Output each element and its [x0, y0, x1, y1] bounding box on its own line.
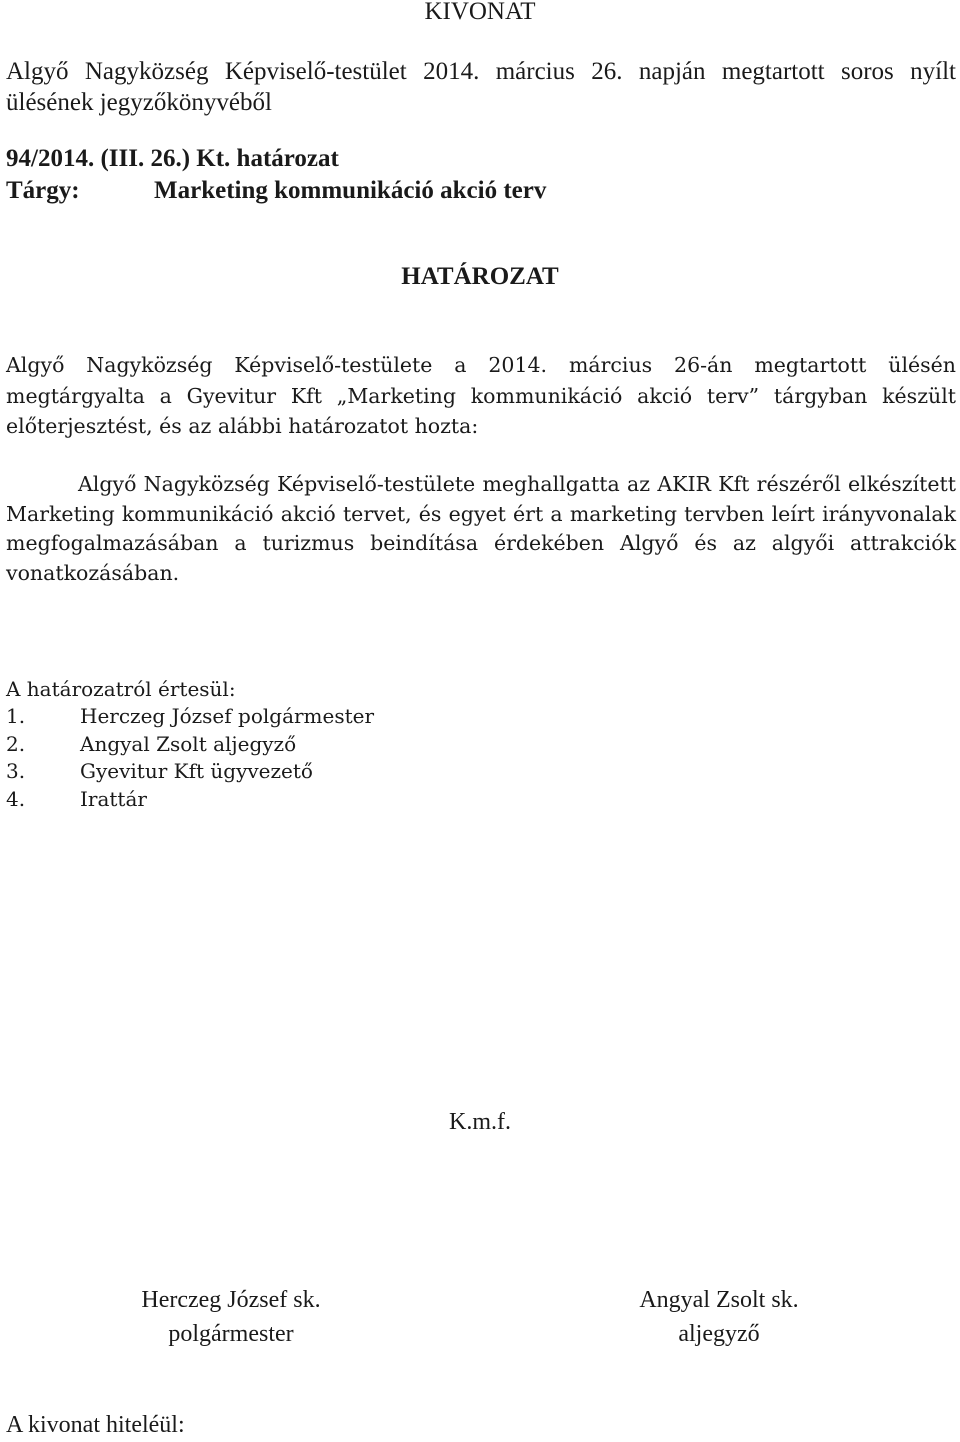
paragraph-intro: Algyő Nagyközség Képviselő-testülete a 2014. március 26-án megtartott ülésén megtárgyalta a Gyevitur Kft „Marketing kommunikáció akció terv” tárgyban készült előterjesztést, és az alábbi határozatot hozta:: [6, 353, 956, 438]
signatory-title: aljegyző: [678, 1321, 760, 1347]
notified-label: A határozatról értesül:: [6, 677, 236, 701]
subject-line: [6, 176, 546, 206]
resolution-number: 94/2014. (III. 26.) Kt. határozat: [6, 145, 339, 172]
subject-label: Tárgy:: [6, 177, 80, 204]
subject-value: Marketing kommunikáció akció terv: [154, 177, 547, 204]
intro-text: Algyő Nagyközség Képviselő-testület 2014. március 26. napján megtartott soros nyílt ülésének jegyzőkönyvéből: [6, 58, 956, 116]
list-item: 4. Irattár: [6, 786, 147, 811]
list-item: 2. Angyal Zsolt aljegyző: [6, 731, 297, 756]
list-item: 1. Herczeg József polgármester: [6, 704, 375, 728]
signatory-mayor: [81, 1283, 381, 1351]
signatory-name: Angyal Zsolt sk.: [639, 1287, 799, 1313]
certification-label: A kivonat hiteléül:: [6, 1412, 185, 1438]
signatory-title: polgármester: [168, 1321, 294, 1347]
resolution-heading: HATÁROZAT: [401, 263, 559, 290]
paragraph-decision: Algyő Nagyközség Képviselő-testülete meghallgatta az AKIR Kft részéről elkészített Marketing kommunikáció akció tervet, és egyet ért a marketing tervben leírt irányvonalak megfogalmazásában a turizmus beindítása érdekében Algyő és az algyői attrakciók vonatkozásában.: [6, 472, 956, 585]
kmf-label: K.m.f.: [449, 1109, 511, 1135]
notified-list: [6, 703, 374, 813]
signatory-name: Herczeg József sk.: [141, 1287, 321, 1313]
signatory-clerk: [569, 1283, 869, 1351]
document-title: KIVONAT: [424, 0, 536, 25]
list-item: 3. Gyevitur Kft ügyvezető: [6, 759, 313, 783]
